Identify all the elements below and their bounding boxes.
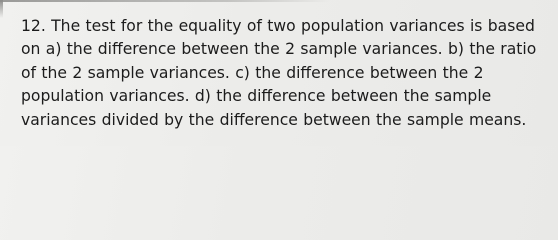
question-text: 12. The test for the equality of two population variances is based on a) the difference between the 2 sample variances. b) the ratio of the 2 sample variances. c) the difference between the 2 population variances. d) the difference between the sample variances divided by the difference between the sample means.: [21, 17, 537, 129]
top-border-line: [0, 0, 330, 2]
left-edge-shadow: [0, 0, 3, 18]
